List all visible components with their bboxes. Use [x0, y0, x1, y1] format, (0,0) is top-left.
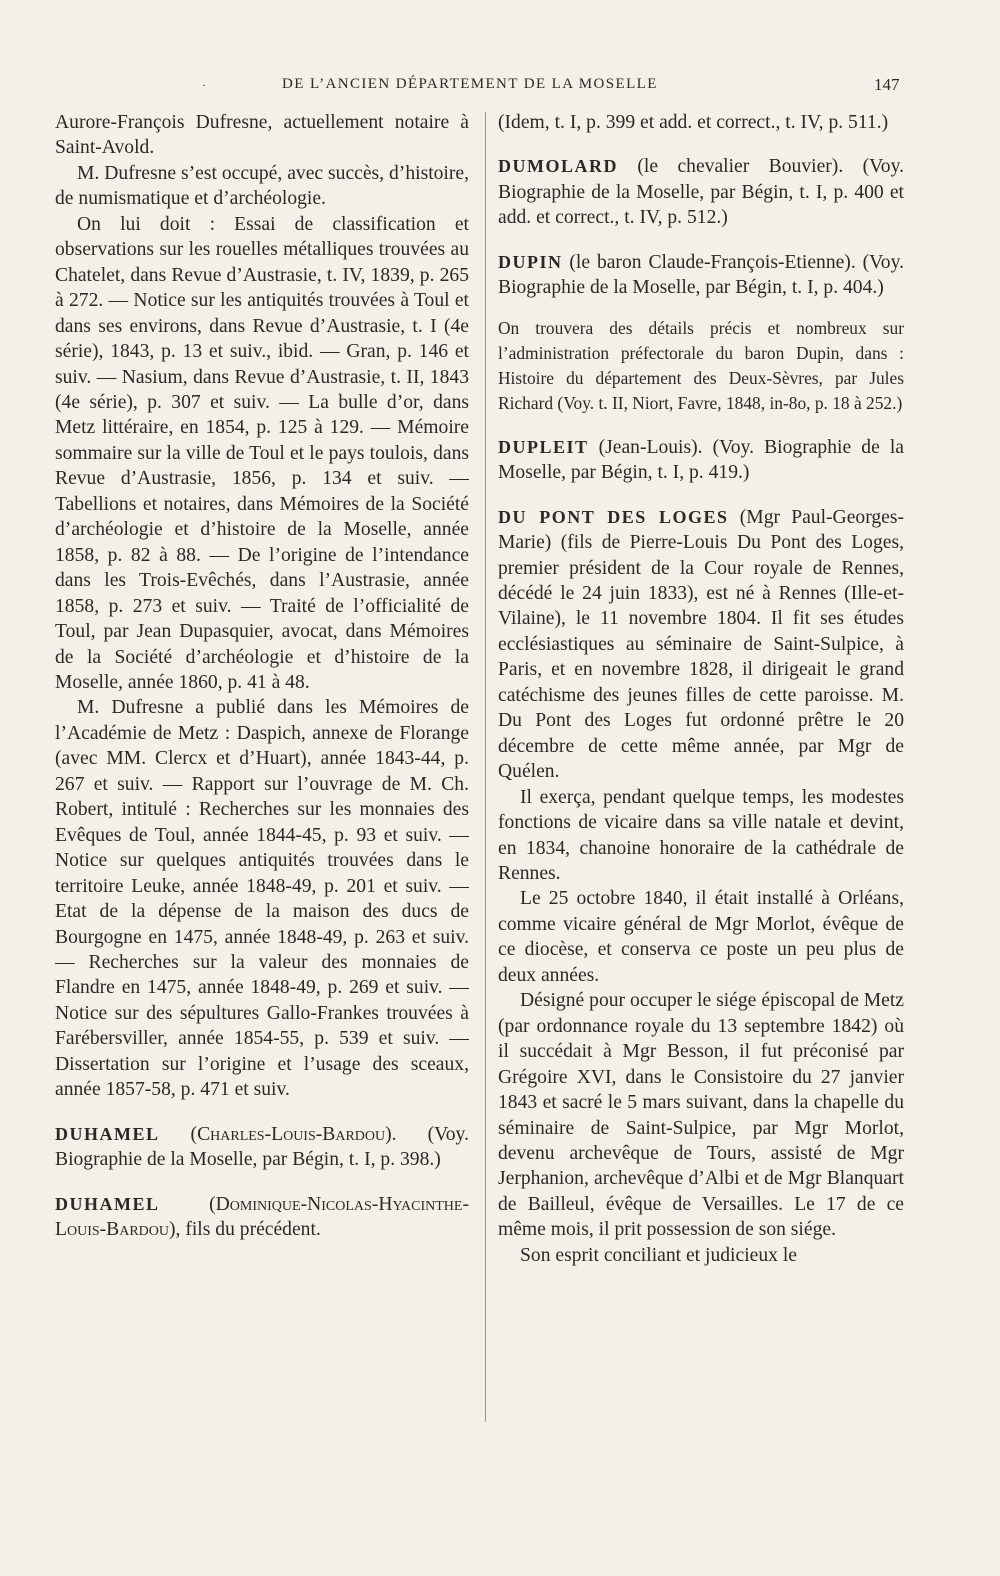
paragraph-intro: Aurore-François Dufresne, actuellement notaire à Saint-Avold. [55, 112, 469, 159]
entry-text: (Voy. Biographie de la Moselle, par Bégin, t. I, p. 398.) [55, 1123, 469, 1171]
paragraph-works: On lui doit : Essai de classification et observations sur les rouelles métalliques trouvées au Chatelet, dans Revue d’Austrasie, t. IV, 1839, p. 265 à 272. — Notice sur les antiquités trouvées à Toul et dans ses environs, dans Revue d’Austrasie, t. I (4e série), 1843, p. 13 et suiv., ibid. — Gran, p. 146 et suiv. — Nasium, dans Revue d’Austrasie, t. II, 1843 (4e série), p. 307 et suiv. — La bulle d’or, dans Metz littéraire, en 1854, p. 125 à 129. — Mémoire sommaire sur la ville de Toul et le pays toulois, dans Revue d’Austrasie, 1856, p. 134 et suiv. — Tabellions et notaires, dans Mémoires de la Société d’archéologie et d’histoire de la Moselle, année 1858, p. 82 à 88. — De l’origine de l’intendance dans les Trois-Evêchés, dans l’Austrasie, année 1858, p. 273 et suiv. — Traité de l’officialité de Toul, par Jean Dupasquier, avocat, dans Mémoires de la Société d’archéologie et d’histoire de la Moselle, année 1860, p. 41 à 48. [55, 213, 469, 693]
paragraph-metz: Désigné pour occuper le siége épiscopal de Metz (par ordonnance royale du 13 septembre 1842) où il succédait à Mgr Besson, il fut préconisé par Grégoire XVI, dans le Consistoire du 27 janvier 1843 et sacré le 5 mars suivant, dans la chapelle du séminaire de Saint-Sulpice, par Mgr Morlot, devenu archevêque de Tours, assisté de Mgr Jerphanion, archevêque d’Albi et de Mgr Blanquart de Bailleul, évêque de Versailles. Le 17 de ce même mois, il prit possession de son siége. [498, 990, 904, 1241]
header-dot: · [202, 78, 206, 92]
paragraph-orleans: Le 25 octobre 1840, il était installé à Orléans, comme vicaire général de Mgr Morlot, évêque de ce diocèse, et conserva ce poste un peu plus de deux années. [498, 888, 904, 986]
headword: DUPIN [498, 251, 563, 272]
headword: DUHAMEL [55, 1123, 160, 1144]
entry-text: (Mgr Paul-Georges-Marie) (fils de Pierre-Louis Du Pont des Loges, premier président de la Cour royale de Rennes, décédé le 24 juin 1833), est né à Rennes (Ille-et-Vilaine), le 11 novembre 1804. Il fit ses études ecclésiastiques au séminaire de Saint-Sulpice, à Paris, et en novembre 1828, il dirigeait le grand catéchisme des jeunes filles de cette paroisse. M. Du Pont des Loges fut ordonné prêtre le 20 décembre de cette même année, par Mgr de Quélen. [498, 506, 904, 783]
entry-dupleit [498, 435, 904, 486]
entry-dumolard [498, 154, 904, 230]
left-column [55, 110, 469, 1430]
entry-duhamel-charles [55, 1122, 469, 1173]
column-divider [485, 112, 486, 1422]
paragraph-occupations: M. Dufresne s’est occupé, avec succès, d’histoire, de numismatique et d’archéologie. [55, 162, 469, 210]
paragraph-vicaire: Il exerça, pendant quelque temps, les modestes fonctions de vicaire dans sa ville natale et devint, en 1834, chanoine honoraire de la cathédrale de Rennes. [498, 786, 904, 884]
entry-dupin [498, 250, 904, 301]
headword: DU PONT DES LOGES [498, 506, 729, 527]
paragraph-academie: M. Dufresne a publié dans les Mémoires de l’Académie de Metz : Daspich, annexe de Florange (avec MM. Clercx et d’Huart), année 1843-44, p. 267 et suiv. — Rapport sur l’ouvrage de M. Ch. Robert, intitulé : Recherches sur les monnaies des Evêques de Toul, année 1844-45, p. 93 et suiv. — Notice sur quelques antiquités trouvées dans le territoire Leuke, année 1848-49, p. 201 et suiv. — Etat de la dépense de la maison des ducs de Bourgogne en 1475, année 1848-49, p. 263 et suiv. — Recherches sur la valeur des monnaies de Flandre en 1475, année 1848-49, p. 269 et suiv. — Notice sur des sépultures Gallo-Frankes trouvées à Farébersviller, année 1854-55, p. 539 et suiv. — Dissertation sur l’origine et l’usage des sceaux, année 1857-58, p. 471 et suiv. [55, 697, 469, 1101]
entry-text: (le baron Claude-François-Etienne). (Voy. Biographie de la Moselle, par Bégin, t. I, p. 404.) [498, 251, 904, 299]
paragraph-esprit: Son esprit conciliant et judicieux le [520, 1244, 797, 1266]
entry-du-pont-des-loges [498, 505, 904, 785]
page-header [0, 76, 1000, 100]
headword: DUMOLARD [498, 156, 618, 177]
page-number: 147 [874, 75, 900, 94]
headword: DUHAMEL [55, 1193, 160, 1214]
entry-name: (Charles-Louis-Bardou). [190, 1123, 397, 1145]
entry-text: (le chevalier Bouvier). (Voy. Biographie de la Moselle, par Bégin, t. I, p. 400 et add. et correct., t. IV, p. 512.) [498, 156, 904, 229]
entry-name: (Dominique-Nicolas-Hyacinthe-Louis-Bardou), [55, 1193, 469, 1241]
paragraph-idem: (Idem, t. I, p. 399 et add. et correct., t. IV, p. 511.) [498, 112, 889, 133]
dupin-note: On trouvera des détails précis et nombreux sur l’administration préfectorale du baron Dupin, dans : Histoire du département des Deux-Sèvres, par Jules Richard (Voy. t. II, Niort, Favre, 1848, in-8o, p. 18 à 252.) [498, 317, 904, 413]
entry-text: (Jean-Louis). (Voy. Biographie de la Moselle, par Bégin, t. I, p. 419.) [498, 436, 904, 484]
running-title: DE L’ANCIEN DÉPARTEMENT DE LA MOSELLE [282, 76, 658, 92]
right-column [498, 110, 904, 1430]
headword: DUPLEIT [498, 436, 589, 457]
entry-duhamel-dominique [55, 1192, 469, 1243]
entry-text: fils du précédent. [185, 1219, 321, 1241]
